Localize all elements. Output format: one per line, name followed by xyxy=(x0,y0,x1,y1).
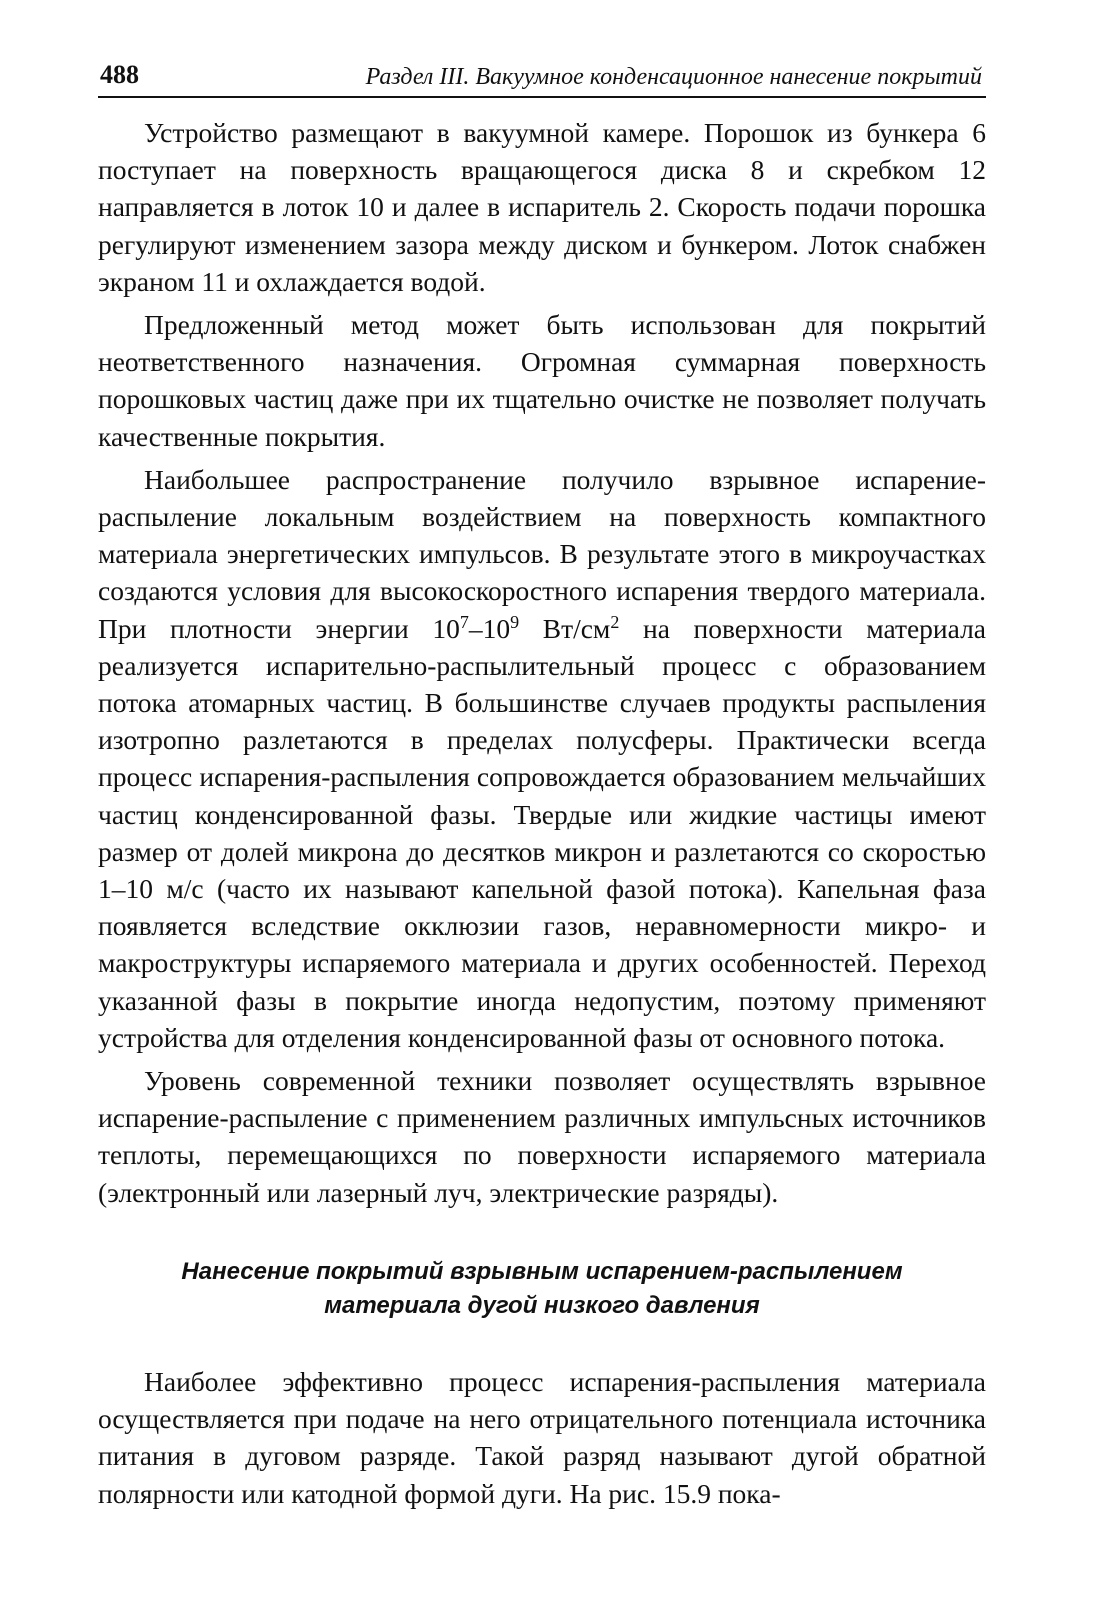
subheading-line-2: материала дугой низкого давления xyxy=(324,1291,760,1319)
exponent-7: 7 xyxy=(459,611,469,632)
paragraph-3-part-3: Вт/см xyxy=(519,612,611,644)
paragraph-2: Предложенный метод может быть использован для покрытий неответственного назначения. Огромная суммарная поверхность порошковых частиц даже при их тщательно очистке не позволяет получать качественные покрытия. xyxy=(98,309,986,452)
running-header xyxy=(98,54,986,98)
exponent-9: 9 xyxy=(510,611,520,632)
paragraph-5: Наиболее эффективно процесс испарения-распыления материала осуществляется при подаче на него отрицательного потенциала источника питания в дуговом разряде. Такой разряд называют дугой обратной полярности или катодной формой дуги. На рис. 15.9 пока- xyxy=(98,1365,986,1509)
paragraph-3-part-2: –10 xyxy=(468,612,511,644)
paragraph-4: Уровень современной техники позволяет осуществлять взрывное испарение-распыление с применением различных импульсных источников теплоты, перемещающихся по поверхности испаряемого материала (электронный или лазерный луч, электрические разряды). xyxy=(98,1065,986,1208)
paragraph-3-part-4: на поверхности материала реализуется испарительно-распылительный процесс с образованием потока атомарных частиц. В большинстве случаев продукты распыления изотропно разлетаются в пределах полусферы. Практически всегда процесс испарения-распыления сопровождается образованием мельчайших частиц конденсированной фазы. Твердые или жидкие частицы имеют размер от долей микрона до десятков микрон и разлетаются со скоростью 1–10 м/с (часто их называют капельной фазой потока). Капельная фаза появляется вследствие окклюзии газов, неравномерности микро- и макроструктуры испаряемого материала и других особенностей. Переход указанной фазы в покрытие иногда недопустим, поэтому применяют устройства для отделения конденсированной фазы от основного потока. xyxy=(98,612,987,1053)
body-text xyxy=(98,114,986,1512)
paragraph-3 xyxy=(98,461,986,1056)
paragraph-1: Устройство размещают в вакуумной камере. Порошок из бункера 6 поступает на поверхность вращающегося диска 8 и скребком 12 направляется в лоток 10 и далее в испаритель 2. Скорость подачи порошка регулируют изменением зазора между диском и бункером. Лоток снабжен экраном 11 и охлаждается водой. xyxy=(98,117,986,297)
paragraph-3-part-1: Наибольшее распространение получило взрывное испарение-распыление локальным воздействием на поверхность компактного материала энергетических импульсов. В результате этого в микроучастках создаются условия для высокоскоростного испарения твердого материала. При плотности энергии 10 xyxy=(98,463,986,644)
exponent-2: 2 xyxy=(610,611,620,632)
subheading-line-1: Нанесение покрытий взрывным испарением-распылением xyxy=(181,1257,903,1285)
section-title: Раздел III. Вакуумное конденсационное нанесение покрытий xyxy=(365,64,982,90)
book-page xyxy=(98,54,986,1512)
page-number: 488 xyxy=(100,60,139,89)
section-subheading xyxy=(98,1255,986,1323)
